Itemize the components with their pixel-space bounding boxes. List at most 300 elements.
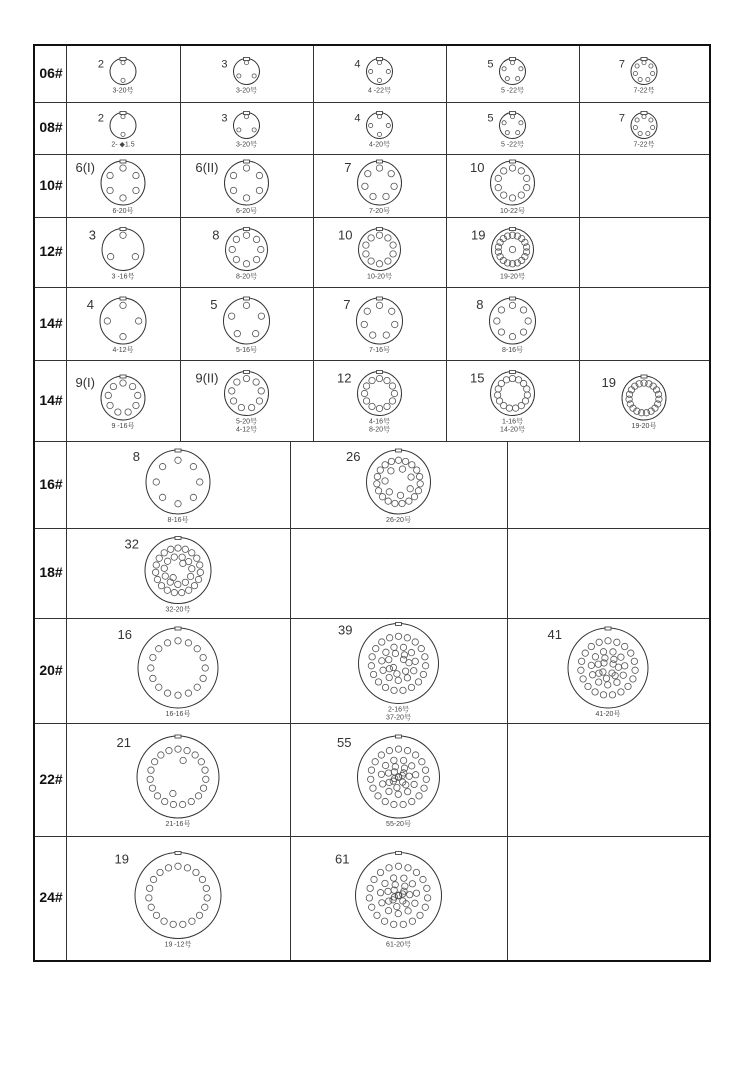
contact-pin <box>374 481 380 487</box>
pin-count-label: 2 <box>97 112 104 125</box>
contact-pin <box>376 165 382 171</box>
connector-cell <box>66 528 290 618</box>
contact-pin <box>237 128 241 132</box>
contact-spec-label: 19-20号 <box>500 273 525 281</box>
contact-pin <box>149 785 155 791</box>
contact-pin <box>389 383 395 389</box>
contact-pin <box>368 767 374 773</box>
contact-pin <box>386 123 390 127</box>
connector-face-diagram <box>180 154 313 217</box>
contact-pin <box>377 132 381 136</box>
contact-pin <box>413 890 419 896</box>
contact-pin <box>377 78 381 82</box>
connector-shell-outline <box>568 628 648 708</box>
contact-pin <box>399 500 405 506</box>
contact-pin <box>121 61 125 65</box>
contact-pin <box>369 123 373 127</box>
contact-pin <box>386 788 392 794</box>
contact-pin <box>638 131 642 135</box>
contact-spec-label: 8-20号 <box>235 273 258 281</box>
contact-pin <box>105 392 111 398</box>
contact-pin <box>162 573 168 579</box>
contact-pin <box>407 891 413 897</box>
contact-pin <box>200 785 206 791</box>
contact-spec-label: 2-16号 <box>387 706 410 714</box>
keyway-notch <box>120 112 126 115</box>
contact-pin <box>386 666 392 672</box>
contact-pin <box>592 689 598 695</box>
contact-pin <box>370 332 376 338</box>
pin-count-label: 26 <box>346 449 361 464</box>
contact-pin <box>120 165 126 171</box>
contact-pin <box>510 61 514 65</box>
contact-pin <box>369 403 375 409</box>
contact-pin <box>191 582 197 588</box>
contact-pin <box>509 333 515 339</box>
contact-pin <box>175 501 181 507</box>
contact-pin <box>184 747 190 753</box>
contact-pin <box>412 772 418 778</box>
contact-pin <box>512 405 518 411</box>
row-divider <box>35 360 709 361</box>
contact-pin <box>373 645 379 651</box>
contact-pin <box>595 679 601 685</box>
connector-cell <box>180 360 313 441</box>
connector-shell-outline <box>138 628 218 708</box>
contact-pin <box>395 457 401 463</box>
connector-cell <box>66 46 180 102</box>
contact-pin <box>505 77 509 81</box>
connector-shell-outline <box>145 538 211 604</box>
contact-pin <box>404 635 410 641</box>
contact-pin <box>642 115 646 119</box>
connector-cell <box>290 723 507 836</box>
contact-pin <box>390 242 396 248</box>
connector-face-diagram <box>313 287 446 360</box>
shell-size-label: 06# <box>39 65 63 81</box>
contact-pin <box>588 643 594 649</box>
contact-pin <box>498 329 504 335</box>
connector-face-diagram <box>446 360 579 441</box>
contact-pin <box>408 474 414 480</box>
contact-pin <box>614 679 620 685</box>
connector-shell-outline <box>491 161 535 205</box>
contact-pin <box>258 313 264 319</box>
pin-count-label: 7 <box>343 297 351 312</box>
contact-pin <box>104 318 110 324</box>
contact-pin <box>243 232 249 238</box>
contact-pin <box>368 258 374 264</box>
contact-pin <box>120 333 126 339</box>
contact-pin <box>164 640 170 646</box>
connector-shell-outline <box>234 59 260 85</box>
contact-pin <box>203 776 209 782</box>
contact-pin <box>228 313 234 319</box>
contact-pin <box>187 573 193 579</box>
contact-spec-label-2: 14-20号 <box>500 426 525 434</box>
keyway-notch <box>510 58 516 61</box>
contact-pin <box>192 752 198 758</box>
contact-pin <box>364 308 370 314</box>
contact-pin <box>375 488 381 494</box>
contact-pin <box>376 302 382 308</box>
contact-pin <box>202 665 208 671</box>
keyway-notch <box>120 160 126 163</box>
contact-pin <box>614 639 620 645</box>
contact-pin <box>363 398 369 404</box>
connector-face-diagram <box>66 528 290 618</box>
contact-pin <box>132 253 138 259</box>
contact-pin <box>361 390 367 396</box>
contact-pin <box>385 498 391 504</box>
connector-face-diagram <box>66 46 180 102</box>
contact-pin <box>369 377 375 383</box>
contact-pin <box>585 683 591 689</box>
connector-shell-outline <box>137 736 219 818</box>
contact-pin <box>162 798 168 804</box>
contact-pin <box>389 398 395 404</box>
contact-pin <box>180 560 186 566</box>
contact-spec-label: 16-16号 <box>165 711 191 718</box>
contact-pin <box>158 752 164 758</box>
contact-pin <box>395 791 401 797</box>
connector-cell <box>66 618 290 723</box>
contact-pin <box>496 398 502 404</box>
connector-shell-outline <box>500 113 526 139</box>
contact-spec-label: 8-16号 <box>167 517 189 524</box>
contact-pin <box>509 165 515 171</box>
contact-pin <box>150 675 156 681</box>
contact-pin <box>580 676 586 682</box>
contact-pin <box>413 869 419 875</box>
contact-pin <box>649 118 653 122</box>
contact-pin <box>146 895 152 901</box>
shell-row <box>35 441 709 528</box>
shell-row <box>35 723 709 836</box>
contact-pin <box>179 801 185 807</box>
contact-pin <box>258 246 264 252</box>
contact-pin <box>185 640 191 646</box>
pin-count-label: 7 <box>618 58 625 71</box>
keyway-notch <box>396 449 402 452</box>
contact-pin <box>386 865 392 871</box>
shell-row <box>35 618 709 723</box>
pin-count-label: 10 <box>338 227 353 243</box>
keyway-notch <box>175 627 181 630</box>
contact-pin <box>395 774 401 780</box>
contact-pin <box>370 671 376 677</box>
contact-pin <box>381 918 387 924</box>
connector-face-diagram <box>313 102 446 154</box>
connector-face-diagram <box>507 618 709 723</box>
contact-pin <box>422 663 428 669</box>
contact-pin <box>368 235 374 241</box>
contact-pin <box>233 236 239 242</box>
pin-count-label: 9(I) <box>75 375 95 390</box>
contact-pin <box>120 232 126 238</box>
row-divider <box>35 528 709 529</box>
contact-pin <box>229 388 235 394</box>
contact-pin <box>402 458 408 464</box>
connector-shell-outline <box>490 298 536 344</box>
pin-count-label: 8 <box>132 449 140 464</box>
contact-pin <box>164 690 170 696</box>
contact-pin <box>154 576 160 582</box>
connector-shell-outline <box>358 372 402 416</box>
contact-pin <box>377 869 383 875</box>
contact-pin <box>383 193 389 199</box>
contact-pin <box>518 192 524 198</box>
connector-face-diagram <box>446 217 579 287</box>
contact-pin <box>148 665 154 671</box>
connector-face-diagram <box>66 287 180 360</box>
contact-pin <box>369 654 375 660</box>
contact-pin <box>170 801 176 807</box>
contact-pin <box>401 652 407 658</box>
contact-pin <box>394 903 400 909</box>
pin-count-label: 16 <box>117 627 132 642</box>
contact-pin <box>243 165 249 171</box>
contact-pin <box>202 767 208 773</box>
contact-pin <box>200 675 206 681</box>
contact-pin <box>618 654 624 660</box>
contact-pin <box>157 869 163 875</box>
contact-pin <box>505 131 509 135</box>
connector-cell <box>446 287 579 360</box>
contact-pin <box>408 649 414 655</box>
contact-pin <box>415 679 421 685</box>
contact-pin <box>133 187 139 193</box>
contact-pin <box>135 318 141 324</box>
contact-pin <box>402 668 408 674</box>
contact-pin <box>164 558 170 564</box>
contact-spec-label: 1-16号 <box>501 418 524 426</box>
contact-pin <box>379 900 385 906</box>
contact-pin <box>121 78 125 82</box>
contact-pin <box>401 875 407 881</box>
contact-pin <box>370 193 376 199</box>
connector-cell <box>579 217 709 287</box>
contact-pin <box>424 895 430 901</box>
contact-pin <box>153 479 159 485</box>
contact-pin <box>406 498 412 504</box>
contact-pin <box>420 671 426 677</box>
contact-pin <box>234 330 240 336</box>
contact-pin <box>382 880 388 886</box>
keyway-notch <box>377 160 383 163</box>
pin-count-label: 5 <box>487 58 494 71</box>
contact-pin <box>409 798 415 804</box>
contact-pin <box>509 195 515 201</box>
keyway-notch <box>396 735 402 738</box>
contact-pin <box>377 467 383 473</box>
connector-cell <box>290 836 507 960</box>
contact-pin <box>363 251 369 257</box>
contact-pin <box>418 645 424 651</box>
connector-face-diagram <box>180 46 313 102</box>
keyway-notch <box>377 228 383 231</box>
contact-pin <box>412 752 418 758</box>
contact-pin <box>409 881 415 887</box>
contact-spec-label: 8-16号 <box>501 347 524 354</box>
contact-spec-label: 3-20号 <box>112 87 134 95</box>
contact-pin <box>651 71 655 75</box>
contact-pin <box>516 131 520 135</box>
contact-pin <box>243 195 249 201</box>
pin-count-label: 3 <box>221 58 228 71</box>
contact-pin <box>147 776 153 782</box>
contact-pin <box>377 115 381 119</box>
keyway-notch <box>175 852 181 855</box>
keyway-notch <box>377 371 383 374</box>
contact-pin <box>495 184 501 190</box>
contact-pin <box>197 569 203 575</box>
pin-count-label: 3 <box>221 112 228 125</box>
contact-pin <box>419 759 425 765</box>
connector-face-diagram <box>66 723 290 836</box>
keyway-notch <box>244 371 250 374</box>
contact-pin <box>194 646 200 652</box>
contact-spec-label: 5-20号 <box>235 418 258 426</box>
connector-shell-outline <box>367 59 393 85</box>
contact-spec-label: 10-20号 <box>367 273 392 281</box>
contact-pin <box>182 546 188 552</box>
keyway-notch <box>244 160 250 163</box>
connector-face-diagram <box>66 154 180 217</box>
contact-pin <box>622 643 628 649</box>
connector-cell <box>579 102 709 154</box>
connector-face-diagram <box>446 287 579 360</box>
contact-pin <box>248 404 254 410</box>
contact-pin <box>165 865 171 871</box>
contact-pin <box>633 71 637 75</box>
pin-count-label: 19 <box>114 851 129 867</box>
contact-pin <box>161 918 167 924</box>
connector-cell <box>180 154 313 217</box>
contact-pin <box>363 242 369 248</box>
contact-pin <box>404 788 410 794</box>
contact-pin <box>518 168 524 174</box>
pin-count-label: 32 <box>124 536 139 552</box>
contact-pin <box>199 876 205 882</box>
contact-pin <box>646 131 650 135</box>
contact-pin <box>229 246 235 252</box>
connector-shell-outline <box>135 853 221 939</box>
contact-pin <box>400 801 406 807</box>
keyway-notch <box>120 228 126 231</box>
connector-cell <box>579 287 709 360</box>
contact-pin <box>392 321 398 327</box>
contact-pin <box>120 302 126 308</box>
keyway-notch <box>120 297 126 300</box>
pin-count-label: 55 <box>337 735 352 750</box>
contact-pin <box>376 232 382 238</box>
contact-pin <box>405 865 411 871</box>
contact-pin <box>412 658 418 664</box>
contact-pin <box>509 375 515 381</box>
contact-pin <box>416 473 422 479</box>
contact-pin <box>252 74 256 78</box>
connector-face-diagram <box>446 154 579 217</box>
contact-pin <box>385 770 391 776</box>
contact-pin <box>395 863 401 869</box>
contact-pin <box>388 170 394 176</box>
connector-cell <box>313 287 446 360</box>
contact-pin <box>256 172 262 178</box>
contact-pin <box>414 467 420 473</box>
contact-pin <box>175 581 181 587</box>
contact-pin <box>168 546 174 552</box>
contact-pin <box>159 494 165 500</box>
contact-pin <box>519 67 523 71</box>
contact-pin <box>391 183 397 189</box>
contact-pin <box>379 781 385 787</box>
contact-pin <box>582 650 588 656</box>
pin-count-label: 2 <box>97 58 104 71</box>
contact-pin <box>411 494 417 500</box>
contact-pin <box>368 776 374 782</box>
contact-pin <box>503 377 509 383</box>
keyway-notch <box>120 58 126 61</box>
contact-pin <box>115 409 121 415</box>
contact-pin <box>107 187 113 193</box>
contact-pin <box>195 576 201 582</box>
contact-pin <box>395 910 401 916</box>
connector-shell-outline <box>234 113 260 139</box>
contact-pin <box>386 69 390 73</box>
contact-pin <box>376 405 382 411</box>
contact-pin <box>423 776 429 782</box>
connector-face-diagram <box>290 836 507 960</box>
pin-count-label: 7 <box>618 112 625 125</box>
contact-pin <box>197 479 203 485</box>
keyway-notch <box>510 371 516 374</box>
contact-pin <box>400 687 406 693</box>
contact-pin <box>188 798 194 804</box>
connector-cell <box>446 102 579 154</box>
contact-pin <box>370 785 376 791</box>
contact-pin <box>386 747 392 753</box>
contact-pin <box>524 392 530 398</box>
contact-pin <box>170 921 176 927</box>
contact-spec-label-2: 37-20号 <box>386 714 411 722</box>
connector-shell-outline <box>622 376 666 420</box>
pin-count-label: 39 <box>338 622 353 638</box>
connector-cell <box>290 441 507 528</box>
contact-pin <box>578 658 584 664</box>
contact-pin <box>638 77 642 81</box>
keyway-notch <box>510 112 516 115</box>
connector-shell-outline <box>356 853 442 939</box>
keyway-notch <box>175 449 181 452</box>
contact-pin <box>588 662 594 668</box>
contact-pin <box>525 318 531 324</box>
contact-pin <box>389 308 395 314</box>
connector-shell-outline <box>224 298 270 344</box>
contact-pin <box>371 876 377 882</box>
keyway-notch <box>244 112 250 115</box>
connector-cell <box>507 528 709 618</box>
contact-pin <box>620 672 626 678</box>
contact-pin <box>388 458 394 464</box>
contact-pin <box>230 172 236 178</box>
contact-pin <box>184 865 190 871</box>
keyway-notch <box>244 297 250 300</box>
contact-pin <box>628 650 634 656</box>
pin-count-label: 4 <box>354 58 361 71</box>
keyway-notch <box>120 375 126 378</box>
keyway-notch <box>641 58 647 61</box>
